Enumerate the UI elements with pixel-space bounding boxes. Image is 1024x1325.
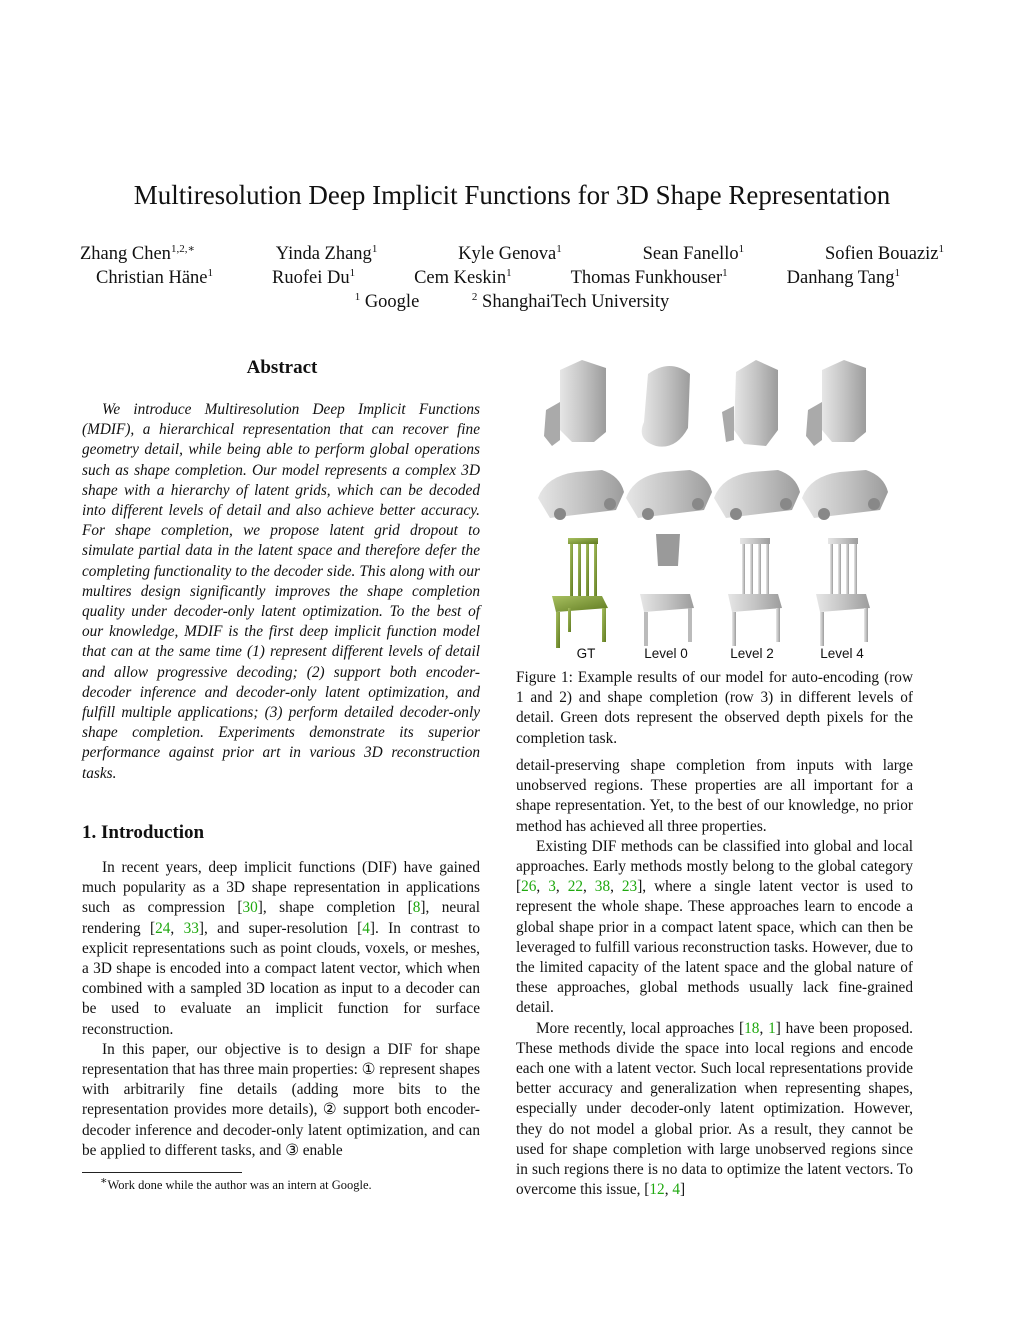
citation-link[interactable]: 33 bbox=[183, 919, 199, 937]
figure-label-level-4: Level 4 bbox=[820, 646, 864, 661]
left-column-body bbox=[82, 858, 480, 1161]
intro-continuation: detail-preserving shape completion from inputs with large unobserved regions. These properties are all important for a shape representation. Yet, to the best of our knowledge, no prior method has achieved all three properties. bbox=[516, 757, 913, 835]
citation-link[interactable]: 26 bbox=[521, 878, 537, 896]
author-name: Kyle Genova$^1$ bbox=[458, 242, 562, 264]
figure-label-level-2: Level 2 bbox=[730, 646, 774, 661]
affiliation-shanghaitech: $^2$ ShanghaiTech University bbox=[471, 290, 670, 312]
author-name: Christian Häne$^1$ bbox=[96, 266, 213, 288]
author-name: Cem Keskin$^1$ bbox=[414, 266, 512, 288]
citation-link[interactable]: 3 bbox=[548, 878, 556, 896]
chair-level-4 bbox=[816, 538, 870, 646]
dispenser-gt bbox=[544, 360, 606, 446]
section-heading-introduction: 1. Introduction bbox=[82, 822, 205, 843]
abstract-body bbox=[82, 400, 480, 784]
intro-paragraph-2: In this paper, our objective is to design a DIF for shape representation that has three main properties: ① represent shapes with arbitrarily fine details (adding more bits to the representation provides more details), ② support both encoder-decoder inference and decoder-only latent optimization, and can be applied to different tasks, and ③ enable bbox=[82, 1040, 480, 1159]
car-level-2 bbox=[714, 470, 800, 520]
citation-link[interactable]: 38 bbox=[594, 878, 611, 896]
affiliations bbox=[0, 292, 1024, 313]
author-name: Sean Fanello$^1$ bbox=[642, 242, 745, 264]
figure-1-caption bbox=[516, 668, 913, 749]
chair-gt bbox=[552, 538, 608, 648]
car-gt bbox=[538, 470, 624, 520]
author-name: Thomas Funkhouser$^1$ bbox=[570, 266, 728, 288]
intro-paragraph-4: More recently, local approaches [18, 1] have been proposed. These methods divide the space into local regions and encode each one with a latent vector. Such local representations provide better accuracy and generalization when representing shapes, especially under decoder-only latent optimization. However, they do not model a global prior. As a result, they cannot be used for shape completion with large unobserved regions since in such regions there is no data to optimize the latent vectors. To overcome this issue, [12, 4] bbox=[516, 1019, 913, 1199]
dispenser-level-2 bbox=[722, 360, 778, 446]
intro-paragraph-1: In recent years, deep implicit functions (DIF) have gained much popularity as a 3D shape representation in applications such as compression [30], shape completion [8], neural rendering [24, 33], and super-resolution [4]. In contrast to explicit representations such as point clouds, voxels, or meshes, a 3D shape is encoded into a compact latent vector, which when combined with a sampled 3D location as input to a decoder can be used to evaluate an implicit function for surface reconstruction. bbox=[82, 859, 480, 1038]
car-level-0 bbox=[626, 470, 712, 520]
citation-link[interactable]: 18 bbox=[744, 1019, 760, 1037]
author-row-1 bbox=[80, 244, 944, 265]
citation-link[interactable]: 8 bbox=[412, 899, 421, 917]
author-name: Danhang Tang$^1$ bbox=[786, 266, 900, 288]
car-level-4 bbox=[802, 470, 888, 520]
figure-label-level-0: Level 0 bbox=[644, 646, 688, 661]
citation-link[interactable]: 22 bbox=[567, 878, 583, 896]
citation-link[interactable]: 4 bbox=[362, 919, 370, 937]
author-row-2 bbox=[96, 268, 900, 289]
author-name: Ruofei Du$^1$ bbox=[272, 266, 356, 288]
figure-label-gt: GT bbox=[576, 646, 596, 661]
footnote-rule bbox=[82, 1172, 242, 1173]
citation-link[interactable]: 23 bbox=[621, 878, 638, 896]
chair-level-2 bbox=[728, 538, 782, 646]
citation-link[interactable]: 30 bbox=[242, 899, 258, 917]
affiliation-google: $^1$ Google bbox=[354, 290, 420, 312]
caption-text: Figure 1: Example results of our model for auto-encoding (row 1 and 2) and shape completion (row 3) in different levels of detail. Green dots represent the observed depth pixels for the completion task. bbox=[516, 669, 913, 747]
citation-link[interactable]: 4 bbox=[672, 1181, 681, 1199]
citation-link[interactable]: 1 bbox=[768, 1019, 776, 1037]
figure-1-renderings bbox=[516, 350, 916, 650]
intro-paragraph-3: Existing DIF methods can be classified into global and local approaches. Early methods mostly belong to the global category [26, 3, 22, 38, 23], where a single latent vector is used to represent the whole shape. These approaches learn to encode a global shape prior in a compact latent space, which can then be leveraged to fulfill various reconstruction tasks. However, due to the limited capacity of the latent space and the global nature of these approaches, global methods usually lack fine-grained detail. bbox=[516, 837, 913, 1017]
abstract-text: We introduce Multiresolution Deep Implicit Functions (MDIF), a hierarchical representation that can recover fine geometry detail, while being able to perform global operations such as shape completion. Our model represents a complex 3D shape with a hierarchy of latent grids, which can be decoded into different levels of detail and also achieve better accuracy. For shape completion, we propose latent grid dropout to simulate partial data in the latent space and therefore defer the completing functionality to the decoder side. This along with our multires design significantly improves the shape completion quality under decoder-only latent optimization. To the best of our knowledge, MDIF is the first deep implicit function model that can at the same time (1) represent different levels of detail and allow progressive decoding; (2) support both encoder-decoder inference and decoder-only latent optimization, and fulfill multiple applications; (3) perform detailed decoder-only shape completion. Experiments demonstrate its superior performance against prior art in various 3D reconstruction tasks. bbox=[82, 401, 480, 782]
dispenser-level-4 bbox=[806, 360, 866, 446]
citation-link[interactable]: 24 bbox=[155, 919, 171, 937]
chair-level-0 bbox=[640, 534, 694, 646]
citation-link[interactable]: 12 bbox=[649, 1181, 665, 1199]
paper-title: Multiresolution Deep Implicit Functions for 3D Shape Representation bbox=[133, 180, 891, 210]
right-column-body bbox=[516, 756, 913, 1200]
figure-1 bbox=[516, 350, 916, 665]
author-name: Yinda Zhang$^1$ bbox=[275, 242, 378, 264]
abstract-heading: Abstract bbox=[246, 357, 318, 378]
dispenser-level-0 bbox=[642, 366, 690, 447]
author-name: Zhang Chen$^{1,2,∗}$ bbox=[80, 242, 195, 264]
footnote: ∗Work done while the author was an intern at Google. bbox=[100, 1174, 372, 1192]
author-name: Sofien Bouaziz$^1$ bbox=[824, 242, 944, 264]
